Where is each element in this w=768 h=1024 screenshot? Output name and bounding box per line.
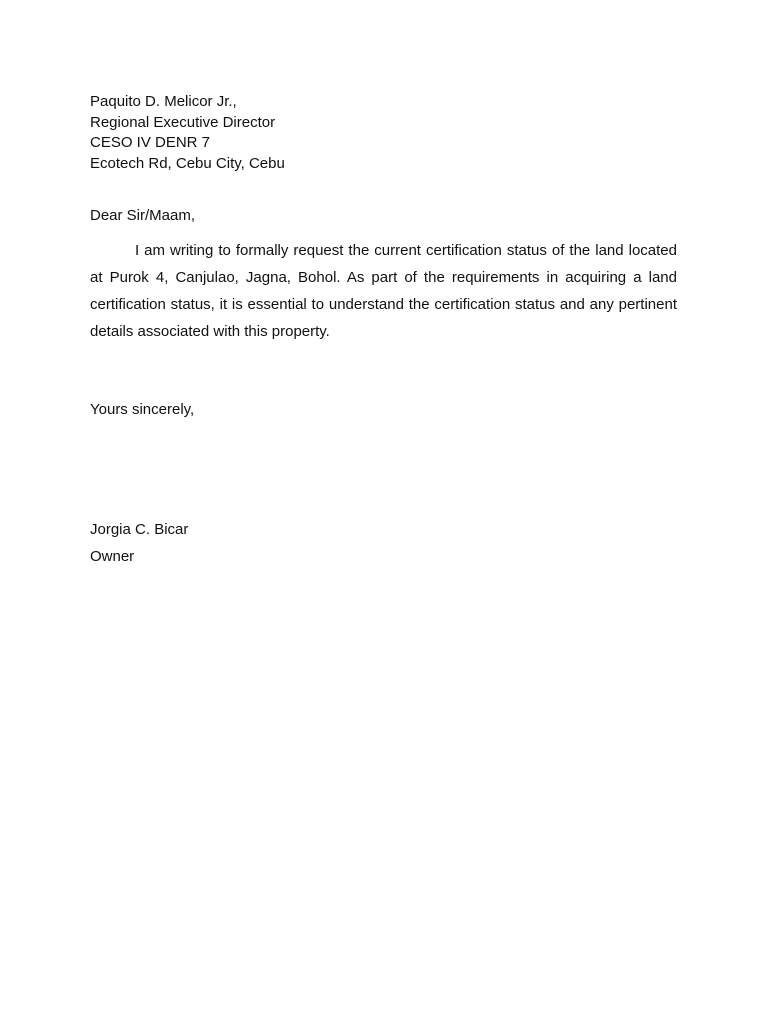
signature-block [90,516,188,570]
recipient-title: Regional Executive Director [90,113,276,131]
salutation: Dear Sir/Maam, [90,207,196,224]
recipient-office: CESO IV DENR 7 [90,134,211,151]
signer-name: Jorgia C. Bicar [90,521,189,538]
body-paragraph: I am writing to formally request the current certification status of the land located at Purok 4, Canjulao, Jagna, Bohol. As part of the requirements in acquiring a land certification status, it is essential to understand the certification status and any pertinent details associated with this property. [90,242,677,340]
closing: Yours sincerely, [90,401,195,418]
recipient-name: Paquito D. Melicor Jr., [90,93,237,110]
signer-role: Owner [90,548,135,565]
recipient-block [90,92,285,174]
recipient-address: Ecotech Rd, Cebu City, Cebu [90,154,285,172]
